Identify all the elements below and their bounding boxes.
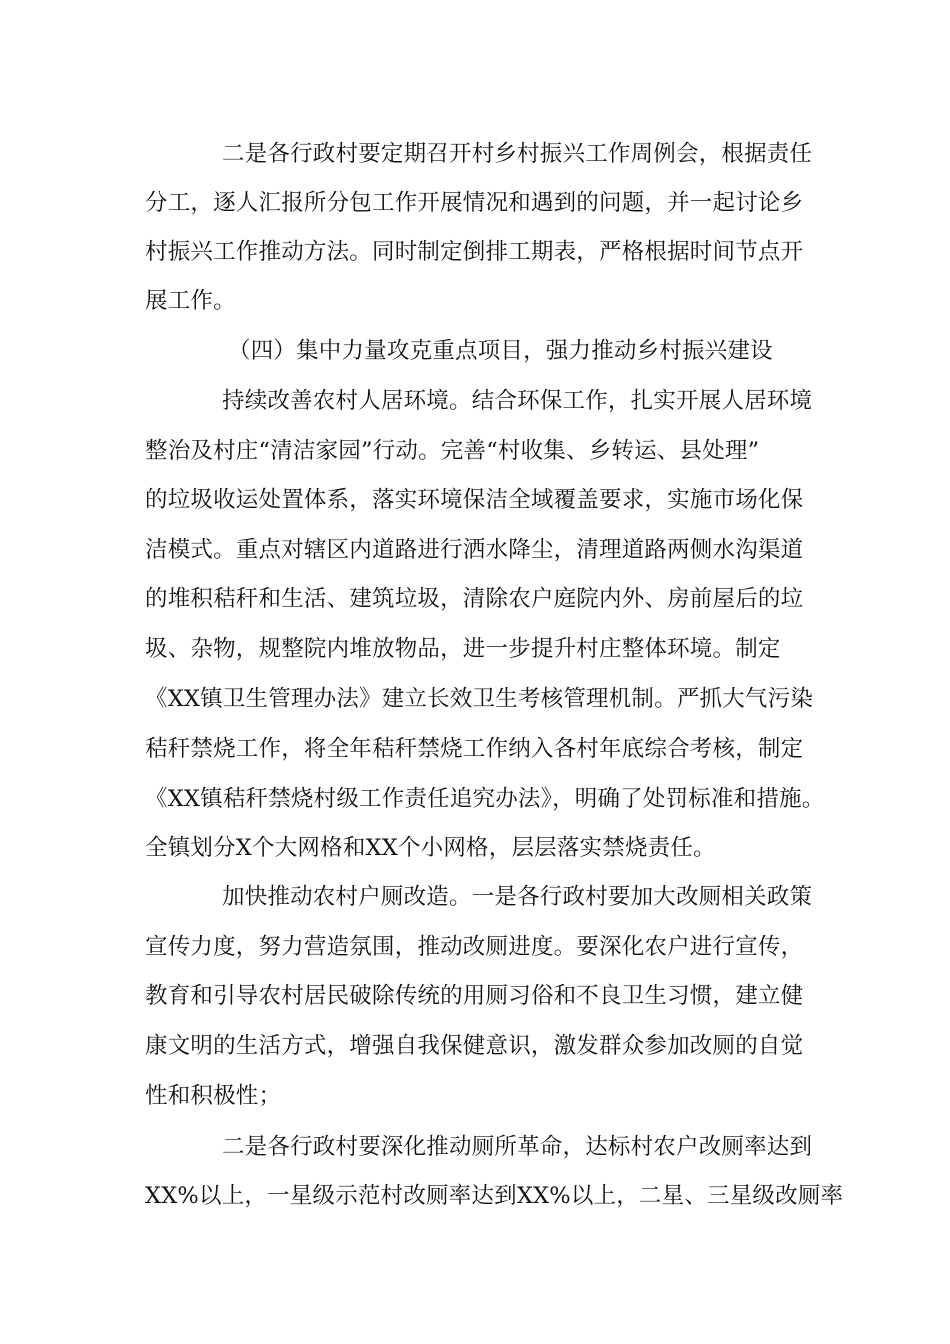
paragraph-4-line-4: 康文明的生活方式，增强自我保健意识，激发群众参加改厕的自觉 bbox=[145, 1033, 804, 1059]
paragraph-3-line-1: 持续改善农村人居环境。结合环保工作，扎实开展人居环境 bbox=[222, 388, 813, 414]
paragraph-3-line-4: 洁模式。重点对辖区内道路进行洒水降尘，清理道路两侧水沟渠道 bbox=[145, 537, 804, 563]
paragraph-3-line-3: 的垃圾收运处置体系，落实环境保洁全域覆盖要求，实施市场化保 bbox=[145, 487, 804, 513]
section-heading: （四）集中力量攻克重点项目，强力推动乡村振兴建设 bbox=[228, 338, 773, 364]
paragraph-1-line-2: 分工，逐人汇报所分包工作开展情况和遇到的问题，并一起讨论乡 bbox=[145, 190, 804, 216]
paragraph-4-line-5: 性和积极性； bbox=[145, 1083, 282, 1109]
paragraph-1-line-1: 二是各行政村要定期召开村乡村振兴工作周例会，根据责任 bbox=[222, 141, 813, 167]
paragraph-1-line-4: 展工作。 bbox=[145, 288, 236, 314]
paragraph-3-line-7: 《XX镇卫生管理办法》建立长效卫生考核管理机制。严抓大气污染 bbox=[145, 686, 814, 712]
paragraph-1-line-3: 村振兴工作推动方法。同时制定倒排工期表，严格根据时间节点开 bbox=[145, 239, 804, 265]
paragraph-3-line-8: 秸秆禁烧工作，将全年秸秆禁烧工作纳入各村年底综合考核，制定 bbox=[145, 736, 804, 762]
paragraph-5-line-1: 二是各行政村要深化推动厕所革命，达标村农户改厕率达到 bbox=[222, 1134, 813, 1160]
paragraph-3-line-5: 的堆积秸秆和生活、建筑垃圾，清除农户庭院内外、房前屋后的垃 bbox=[145, 586, 804, 612]
paragraph-4-line-1: 加快推动农村户厕改造。一是各行政村要加大改厕相关政策 bbox=[222, 884, 813, 910]
paragraph-3-line-9: 《XX镇秸秆禁烧村级工作责任追究办法》，明确了处罚标准和措施。 bbox=[145, 786, 825, 812]
paragraph-4-line-3: 教育和引导农村居民破除传统的用厕习俗和不良卫生习惯，建立健 bbox=[145, 983, 804, 1009]
paragraph-3-line-2: 整治及村庄“清洁家园”行动。完善“村收集、乡转运、县处理” bbox=[145, 438, 760, 464]
paragraph-4-line-2: 宣传力度，努力营造氛围，推动改厕进度。要深化农户进行宣传， bbox=[145, 934, 804, 960]
paragraph-3-line-6: 圾、杂物，规整院内堆放物品，进一步提升村庄整体环境。制定 bbox=[145, 636, 781, 662]
paragraph-5-line-2: XX%以上，一星级示范村改厕率达到XX%以上，二星、三星级改厕率 bbox=[145, 1183, 844, 1209]
paragraph-3-line-10: 全镇划分X个大网格和XX个小网格，层层落实禁烧责任。 bbox=[145, 835, 716, 861]
